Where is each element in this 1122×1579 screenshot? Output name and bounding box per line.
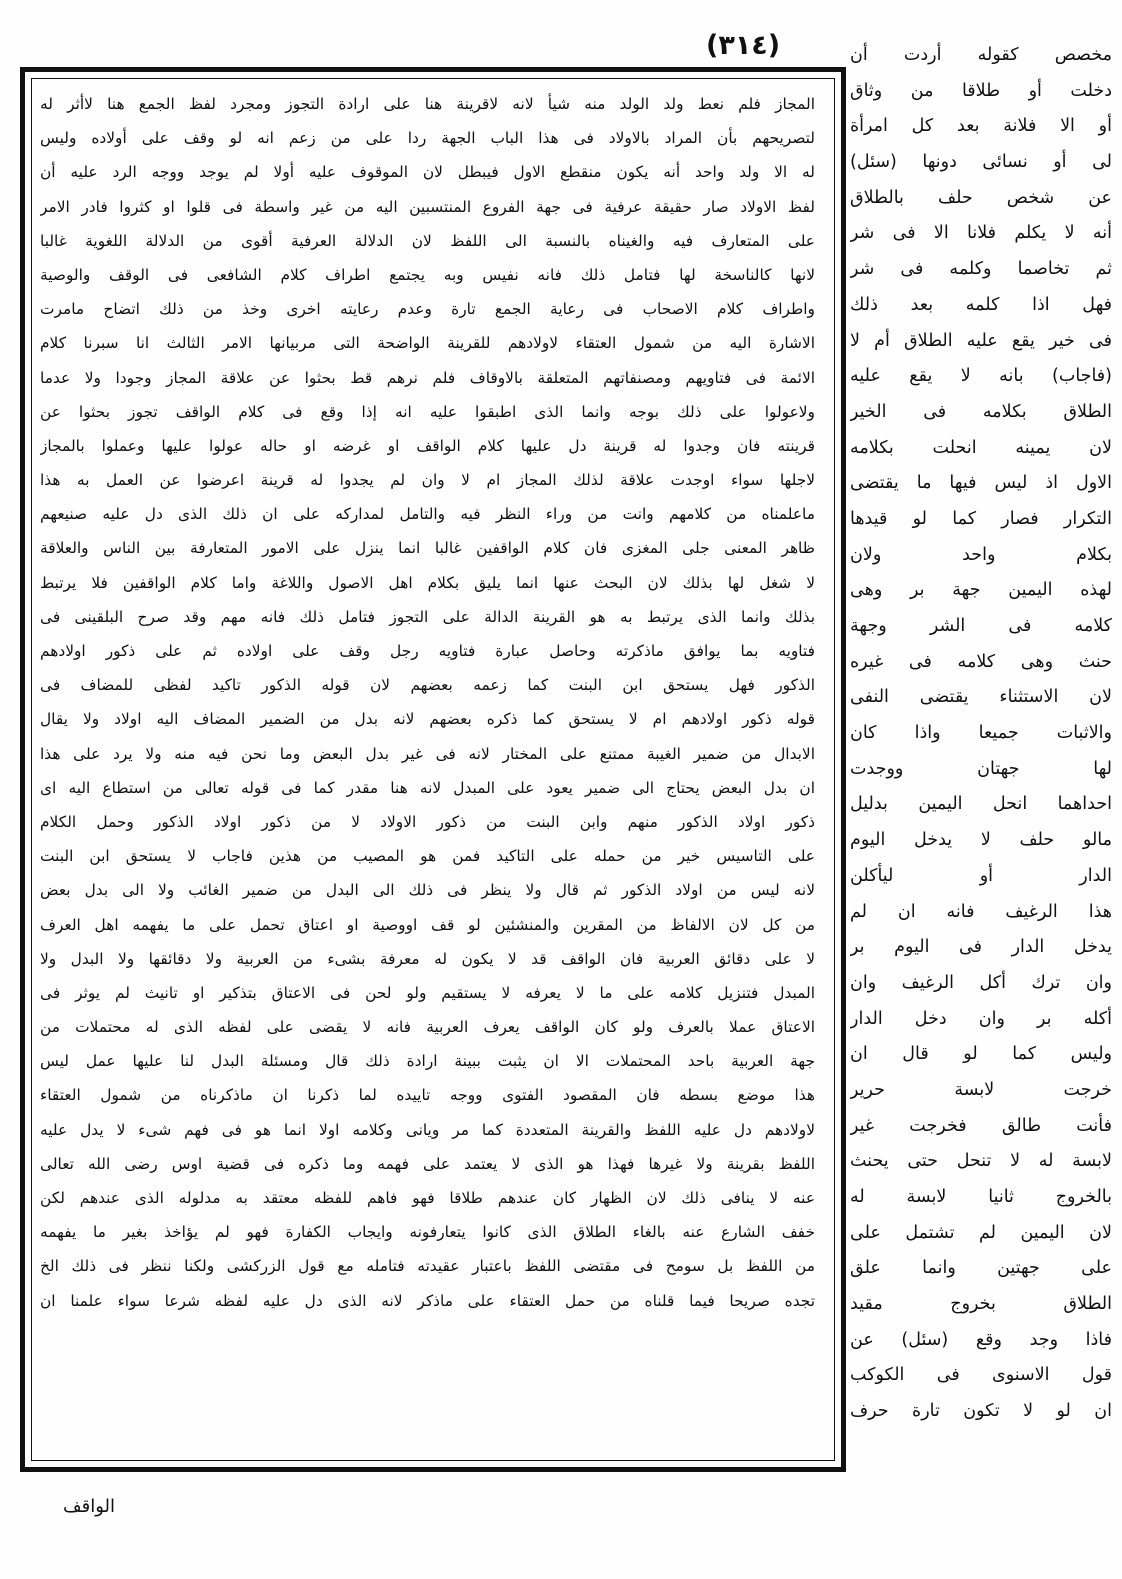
main-text-line: لتصريحهم بأن المراد بالاولاد فى هذا الباب الجهة ردا على من زعم انه لو وقف على أولاده وليس — [40, 129, 815, 148]
margin-text-line: الطلاق بكلامه فى الخير — [850, 401, 1112, 422]
main-text-line: تجده صريحا فيما قلناه من حمل العتقاء على ماذكر لانه الذى دل عليه لفظه شرعا سواء علمنا ان — [40, 1291, 815, 1310]
main-text-line: لاجلها سواء اوجدت علاقة لذلك المجاز ام لا وان لم يجدوا له قرينة اعرضوا عن العمل به هذا — [40, 471, 815, 490]
main-text-line: على التاسيس خير من حمله على التاكيد فمن هو المصيب من هذين فاجاب لا يستحق ابن البنت — [40, 847, 815, 866]
main-text-line: ولاعولوا على ذلك بوجه وانما الذى اطبقوا عليه انه إذا وقع فى كلام الواقف تجوز بحثوا عن — [40, 402, 815, 421]
margin-text-line: وليس كما لو قال ان — [850, 1044, 1112, 1065]
main-text-line: الاعتاق عملا بالعرف ولو كان الواقف يعرف العربية فانه لا يقضى على لفظه الذى له محتملات من — [40, 1018, 815, 1037]
margin-text-line: الدار أو ليأكلن — [850, 865, 1112, 886]
margin-text-line: لان الاستثناء يقتضى النفى — [850, 687, 1112, 708]
main-text-line: اللفظ بقرينة ولا غيرها فهذا هو الذى لا يعتمد على فهمه وما ذكره فى قضية اوس رضى الله تعالى — [40, 1154, 815, 1173]
main-text-line: الاشارة اليه من شمول العتقاء لاولادهم للقرينة الواضحة التى مربيانها الامر الثالث انا سبرنا كلام — [40, 334, 815, 353]
main-text-line: خفف الشارع عنه بالغاء الطلاق الذى كانوا يتعارفونه وايجاب الكفارة فهو لم يؤاخذ بغير ما يفهمه — [40, 1223, 815, 1242]
margin-commentary — [850, 38, 1112, 1470]
main-text-line: الذكور فهل يستحق ابن البنت كما زعمه بعضهم لان قوله الذكور تاكيد لفظى للمضاف فى — [40, 676, 815, 695]
main-text-line: عنه لا ينافى ذلك لان الظهار كان عندهم طلاقا فهو فاهم للفظه معتقد به مدلوله الذى عندهم لكن — [40, 1189, 815, 1207]
main-text-line: المجاز فلم نعط ولد الولد منه شيأ لانه لاقرينة هنا على ارادة التجوز ومجرد لفظ الجمع هنا لاأثر له — [40, 95, 815, 113]
margin-text-line: لان اليمين لم تشتمل على — [850, 1222, 1112, 1243]
main-text-line: لفظ الاولاد صار حقيقة عرفية فى جهة الفروع المنتسبين اليه من غير واسطة فى قلوا او كثروا فادر الامر — [40, 197, 815, 216]
main-text-line: فتاويه بما يوافق ماذكرته وحاصل عبارة فتاويه رجل وقف على اولاده ثم على ذكور اولادهم — [40, 642, 815, 660]
margin-text-line: (فاجاب) بانه لا يقع عليه — [850, 366, 1112, 387]
margin-text-line: احداهما انحل اليمين بدليل — [850, 794, 1112, 815]
main-text-line: على المتعارف فيه والغيناه بالنسبة الى اللفظ لان الدلالة العرفية أقوى من الدلالة اللغوية غالبا — [40, 231, 815, 250]
margin-text-line: والاثبات جميعا واذا كان — [850, 723, 1112, 744]
margin-text-line: قول الاسنوى فى الكوكب — [850, 1365, 1112, 1386]
margin-text-line: فى خير يقع عليه الطلاق أم لا — [850, 330, 1112, 351]
main-text-line: لانه ليس من اولاد الذكور ثم قال ولا ينظر فى ذلك الى البدل من ضمير الغائب ولا الى بدل بعض — [40, 881, 815, 900]
margin-text-line: حنث وهى كلامه فى غيره — [850, 651, 1112, 672]
margin-text-line: فأنت طالق فخرجت غير — [850, 1115, 1112, 1136]
main-text-line: ماعلمناه من كلامهم وانت من وراء النظر فيه والتامل لمداركه على ان ذلك الذى دل عليه صنيعهم — [40, 505, 815, 524]
margin-text-line: مخصص كقوله أردت أن — [850, 45, 1112, 65]
margin-text-line: أكله بر وان دخل الدار — [850, 1008, 1112, 1029]
main-text-line: ذكور اولاد الذكور منهم وابن البنت من ذكور الاولاد لا من ذكور اولاد الذكور وحمل الكلام — [40, 812, 815, 831]
main-text-line: ان بدل البعض يحتاج الى ضمير يعود على المبدل لانه هنا مقدر كما فى قوله تعالى من استطاع اليه اى — [40, 778, 815, 797]
margin-text-line: يدخل الدار فى اليوم بر — [850, 937, 1112, 958]
margin-text-line: لى أو نسائى دونها (سئل) — [850, 152, 1112, 173]
margin-text-line: أنه لا يكلم فلانا الا فى شر — [850, 223, 1112, 244]
main-text-line: من كل لان الالفاظ من المقرين والمنشئين لو قف اووصية او اعتاق تحمل على ما يفهمه اهل العرف — [40, 915, 815, 934]
margin-text-line: وان ترك أكل الرغيف وان — [850, 972, 1112, 993]
margin-text-line: دخلت أو طلاقا من وثاق — [850, 80, 1112, 101]
main-text-line: بذلك وانما الذى يرتبط به هو القرينة الدالة على التجوز فتامل ذلك فانه مهم وقد صرح البلقينى فى — [40, 607, 815, 626]
main-text-line: لاولادهم دل عليه اللفظ والقرينة المتعددة كما مر ويانى وكلامه اولا انما هو فى فهم شىء لا يدل عليه — [40, 1120, 815, 1139]
margin-text-line: ان لو لا تكون تارة حرف — [850, 1401, 1112, 1422]
margin-text-line: لابسة له لا تنحل حتى يحنث — [850, 1151, 1112, 1172]
main-text-line: لا على دقائق العربية فان الواقف قد لا يكون له معرفة بشىء من العربية ولا دقائقها ولا البدل ولا — [40, 949, 815, 968]
main-text-line: المبدل فتنزيل كلامه على ما لا يعرفه لا يستقيم ولو لحن فى الاعتاق بتذكير او تانيث لم يوثر فى — [40, 983, 815, 1002]
main-text-line: قرينته فان وجدوا له قرينة دل عليها كلام الواقف او غرضه او حاله عولوا عليها وعملوا بالمجاز — [40, 436, 815, 455]
margin-text-line: لها جهتان ووجدت — [850, 758, 1112, 779]
margin-text-line: الطلاق بخروج مقيد — [850, 1294, 1112, 1315]
main-text-line: قوله ذكور اولادهم ام لا يستحق كما ذكره بعضهم لانه بدل من الضمير المضاف اليه اولاد ولا يقال — [40, 710, 815, 729]
margin-text-line: فهل اذا كلمه بعد ذلك — [850, 294, 1112, 315]
margin-text-line: مالو حلف لا يدخل اليوم — [850, 830, 1112, 851]
main-text-line: لانها كالناسخة لها فتامل ذلك فانه نفيس وبه يجتمع اطراف كلام الشافعى فى الوقف والوصية — [40, 265, 815, 284]
main-text-line: لا شغل لها بذلك لان البحث عنها انما يليق بكلام اهل الاصول واللاغة واما كلام الواقفين فلا يرتبط — [40, 573, 815, 592]
page-number: (٣١٤) — [706, 30, 781, 61]
margin-text-line: على جهتين وانما علق — [850, 1258, 1112, 1279]
main-text-line: ظاهر المعنى جلى المغزى فان كلام الواقفين غالبا انما ينزل على الامور المتعارفة بين الناس والعلاقة — [40, 539, 815, 558]
main-text-line: له الا ولد واحد أنه يكون منقطع الاول فيبطل لان الموقوف عليه أولا لم يوجد ووجه الرد عليه أن — [40, 163, 815, 182]
main-text-line: الابدال من ضمير الغيبة ممتنع على المختار لانه فى غير بدل البعض وما نحن فيه منه ولا يرد على هذا — [40, 744, 815, 763]
main-text-line: هذا موضع بسطه فان المقصود الفتوى ووجه تاييده لما ذكرنا ان ماذكرناه من شمول العتقاء — [40, 1086, 815, 1105]
margin-text-line: أو الا فلانة بعد كل امرأة — [850, 116, 1112, 137]
margin-text-line: فاذا وجد وقع (سئل) عن — [850, 1329, 1112, 1350]
margin-text-line: هذا الرغيف فانه ان لم — [850, 901, 1112, 922]
margin-text-line: لهذه اليمين جهة بر وهى — [850, 580, 1112, 601]
margin-text-line: الاول اذ ليس فيها ما يقتضى — [850, 473, 1112, 494]
main-text-line: واطراف كلام الاصحاب فى رعاية الجمع تارة وعدم رعايته اخرى وخذ من ذلك اتضاح مامرت — [40, 300, 815, 319]
main-text-line: من اللفظ بل سومح فى مقتضى اللفظ باعتبار عقيدته فتامله مع قول الزركشى ولكنا ننظر فى ذلك الخ — [40, 1257, 815, 1276]
margin-text-line: لان يمينه انحلت بكلامه — [850, 437, 1112, 458]
main-text-line: جهة العربية باحد المحتملات الا ان يثبت ببينة ارادة ذلك قال ومسئلة البدل لنا عليها عمل ليس — [40, 1052, 815, 1071]
margin-text-line: بكلام واحد ولان — [850, 544, 1112, 565]
margin-text-line: بالخروج ثانيا لابسة له — [850, 1187, 1112, 1207]
catchword: الواقف — [63, 1496, 116, 1517]
margin-text-line: عن شخص حلف بالطلاق — [850, 187, 1112, 208]
main-text-body — [40, 87, 815, 1457]
margin-text-line: ثم تخاصما وكلمه فى شر — [850, 259, 1112, 280]
margin-text-line: التكرار فصار كما لو قيدها — [850, 508, 1112, 529]
margin-text-line: خرجت لابسة حرير — [850, 1079, 1112, 1100]
main-text-line: الائمة فى فتاويهم ومصنفاتهم المتعلقة بالاوقاف فلم نرهم قط بحثوا عن علاقة المجاز وجودا ولا عدما — [40, 368, 815, 387]
margin-text-line: كلامه فى الشر وجهة — [850, 616, 1112, 636]
